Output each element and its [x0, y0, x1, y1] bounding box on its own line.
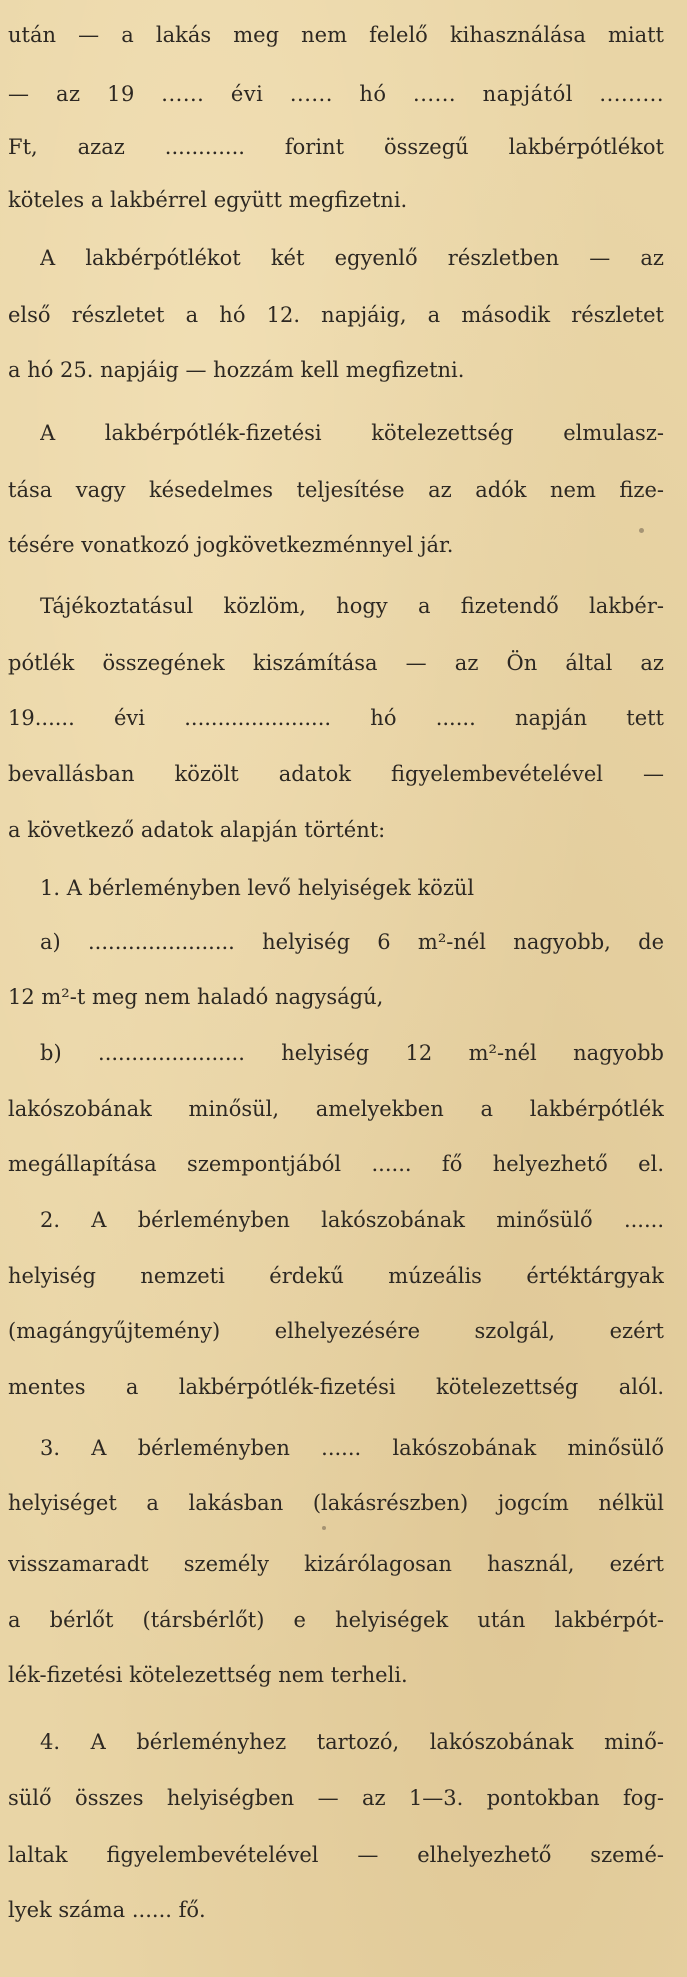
text-line: 2. A bérleményben lakószobának minősülő ......: [40, 1208, 664, 1232]
text-line: megállapítása szempontjából ...... fő helyezhető el.: [8, 1152, 664, 1176]
text-line: után — a lakás meg nem felelő kihasználása miatt: [8, 23, 664, 47]
text-line: 3. A bérleményben ...... lakószobának minősülő: [40, 1436, 664, 1460]
text-line: helyiség nemzeti érdekű múzeális értéktárgyak: [8, 1264, 664, 1288]
text-line: a) ...................... helyiség 6 m²-nél nagyobb, de: [40, 930, 664, 954]
text-line: a hó 25. napjáig — hozzám kell megfizetni.: [8, 358, 465, 382]
text-line: 12 m²-t meg nem haladó nagyságú,: [8, 985, 384, 1009]
text-line: mentes a lakbérpótlék-fizetési kötelezettség alól.: [8, 1375, 664, 1399]
text-line: a következő adatok alapján történt:: [8, 818, 386, 842]
text-line: pótlék összegének kiszámítása — az Ön által az: [8, 651, 664, 675]
text-line: tésére vonatkozó jogkövetkezménnyel jár.: [8, 533, 454, 557]
text-line: lyek száma ...... fő.: [8, 1898, 206, 1922]
text-line: A lakbérpótlék-fizetési kötelezettség elmulasz-: [40, 421, 664, 445]
text-line: — az 19 ...... évi ...... hó ...... napjától .........: [8, 82, 664, 106]
text-line: 1. A bérleményben levő helyiségek közül: [40, 876, 475, 900]
text-line: Tájékoztatásul közlöm, hogy a fizetendő lakbér-: [40, 594, 664, 618]
text-line: köteles a lakbérrel együtt megfizetni.: [8, 188, 408, 212]
text-line: helyiséget a lakásban (lakásrészben) jogcím nélkül: [8, 1491, 664, 1515]
text-line: első részletet a hó 12. napjáig, a második részletet: [8, 303, 664, 327]
paper-speck: [322, 1526, 326, 1530]
paper-speck: [639, 528, 644, 533]
text-line: b) ...................... helyiség 12 m²-nél nagyobb: [40, 1041, 664, 1065]
text-line: A lakbérpótlékot két egyenlő részletben — az: [40, 246, 664, 270]
text-line: lakószobának minősül, amelyekben a lakbérpótlék: [8, 1097, 664, 1121]
text-line: a bérlőt (társbérlőt) e helyiségek után lakbérpót-: [8, 1608, 664, 1632]
text-line: sülő összes helyiségben — az 1—3. pontokban fog-: [8, 1786, 664, 1810]
text-line: tása vagy késedelmes teljesítése az adók nem fize-: [8, 478, 664, 502]
text-line: lék-fizetési kötelezettség nem terheli.: [8, 1663, 408, 1687]
text-line: (magángyűjtemény) elhelyezésére szolgál, ezért: [8, 1319, 664, 1343]
text-line: visszamaradt személy kizárólagosan használ, ezért: [8, 1552, 664, 1576]
text-line: 4. A bérleményhez tartozó, lakószobának minő-: [40, 1730, 664, 1754]
text-line: bevallásban közölt adatok figyelembevételével —: [8, 762, 664, 786]
text-line: Ft, azaz ............ forint összegű lakbérpótlékot: [8, 135, 664, 159]
text-line: laltak figyelembevételével — elhelyezhető szemé-: [8, 1843, 664, 1867]
text-line: 19...... évi ...................... hó ...... napján tett: [8, 706, 664, 730]
